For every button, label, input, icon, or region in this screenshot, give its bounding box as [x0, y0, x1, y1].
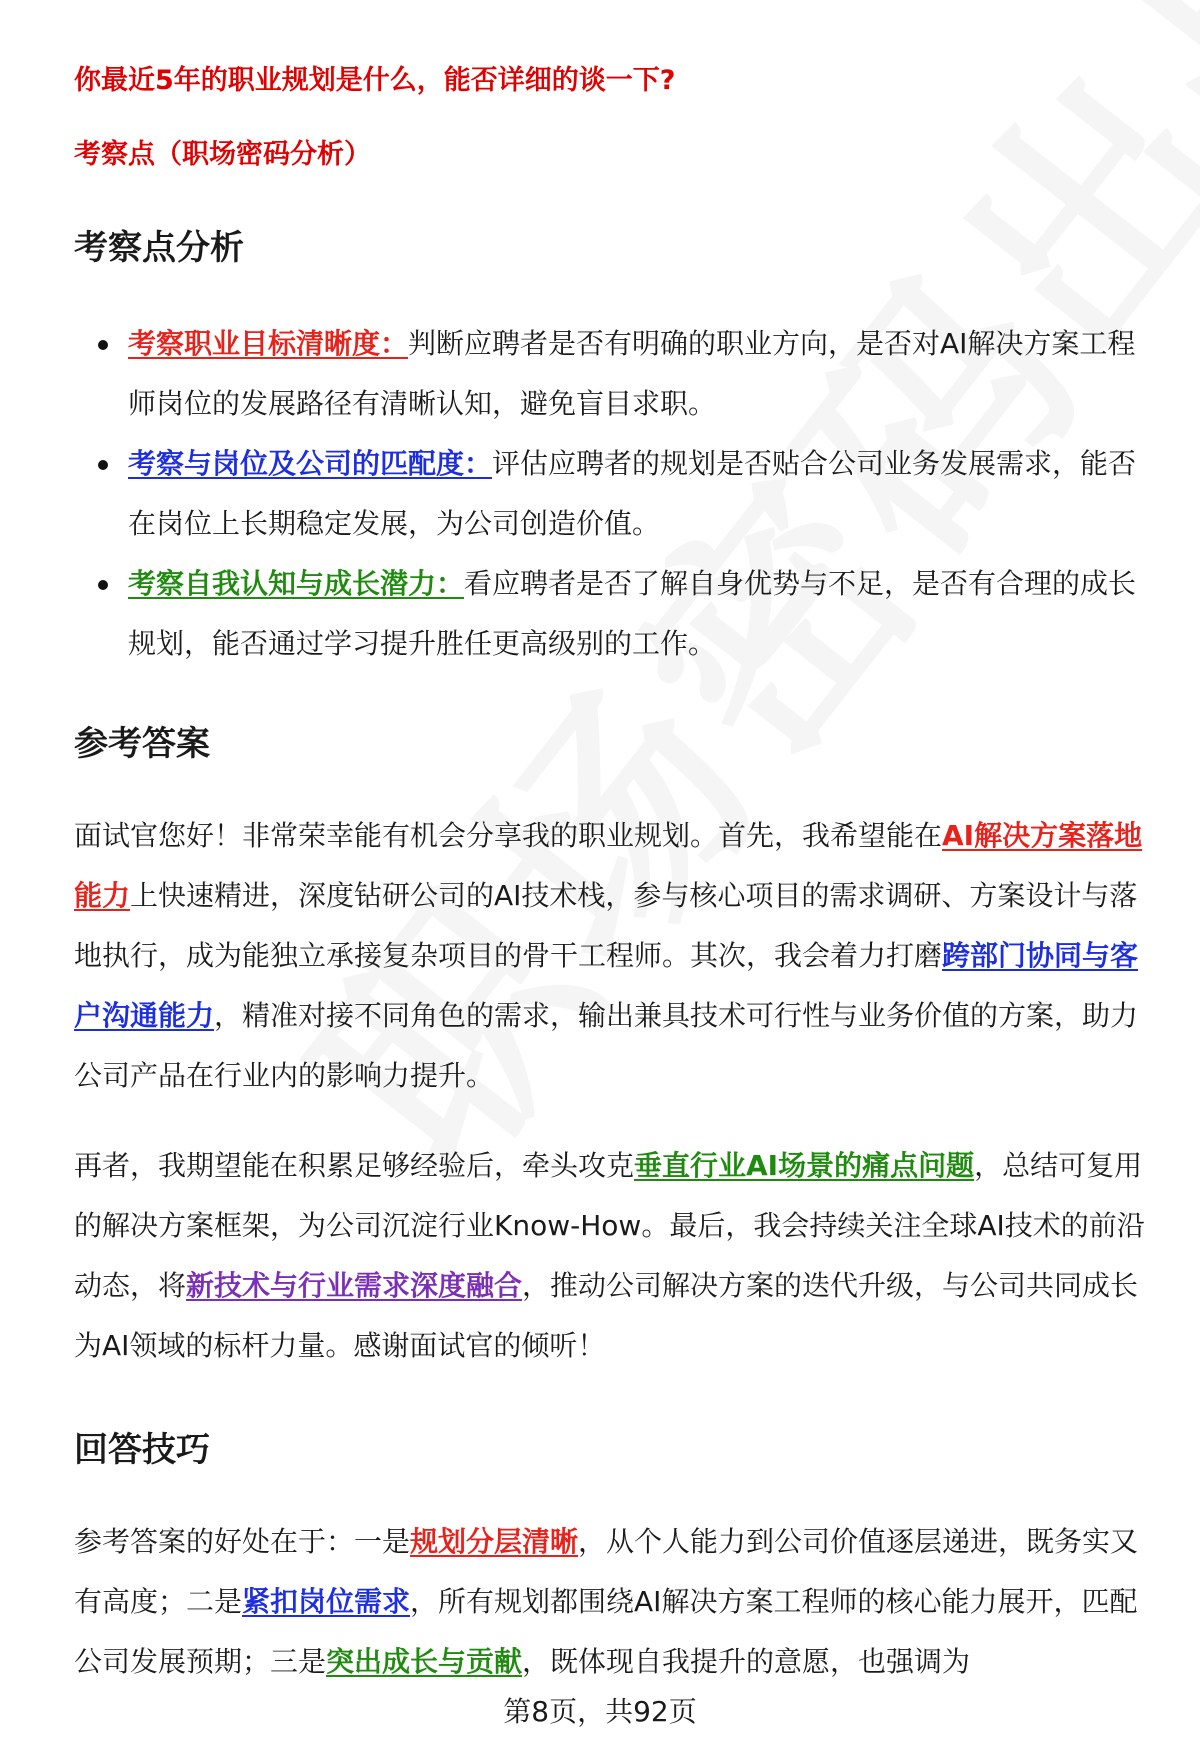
keyword-highlight: 新技术与行业需求深度融合 [186, 1269, 523, 1302]
keyword-highlight: 规划分层清晰 [410, 1525, 579, 1558]
text-run: ，从个人能力到公司价值逐层递进，既务实又有高度；二是 [74, 1525, 1139, 1618]
text-run: ，精准对接不同角色的需求，输出兼具技术可行性与业务价值的方案，助力公司产品在行业内的影响力提升。 [74, 999, 1139, 1092]
keyword-highlight: 垂直行业AI场景的痛点问题 [634, 1149, 975, 1182]
bullet-icon [98, 580, 108, 590]
page-number: 第8页，共92页 [503, 1695, 697, 1728]
analysis-item [74, 554, 1154, 674]
text-run: ，总结可复用的解决方案框架，为公司沉淀行业Know-How。最后，我会持续关注全球AI技术的前沿动态，将 [74, 1149, 1145, 1302]
analysis-item-text: 评估应聘者的规划是否贴合公司业务发展需求，能否在岗位上长期稳定发展，为公司创造价值。 [128, 447, 1137, 540]
analysis-item-label: 考察与岗位及公司的匹配度： [128, 447, 493, 480]
keyword-highlight: AI解决方案落地能力 [74, 819, 1143, 912]
analysis-list [74, 314, 1154, 674]
bullet-icon [98, 340, 108, 350]
analysis-item-text: 看应聘者是否了解自身优势与不足，是否有合理的成长规划，能否通过学习提升胜任更高级别的工作。 [128, 567, 1137, 660]
text-run: 参考答案的好处在于：一是 [74, 1525, 411, 1558]
keyword-highlight: 跨部门协同与客户沟通能力 [74, 939, 1139, 1032]
analysis-item-text: 判断应聘者是否有明确的职业方向，是否对AI解决方案工程师岗位的发展路径有清晰认知，避免盲目求职。 [128, 327, 1136, 420]
text-run: 面试官您好！非常荣幸能有机会分享我的职业规划。首先，我希望能在 [74, 819, 943, 852]
tips-paragraph [74, 1512, 1164, 1692]
question-subtitle: 考察点（职场密码分析） [74, 139, 371, 170]
text-run: ，所有规划都围绕AI解决方案工程师的核心能力展开，匹配公司发展预期；三是 [74, 1585, 1138, 1678]
analysis-item-label: 考察自我认知与成长潜力： [128, 567, 465, 600]
answer-heading: 参考答案 [74, 724, 210, 764]
answer-paragraph-2 [74, 1136, 1164, 1376]
text-run: ，既体现自我提升的意愿，也强调为 [522, 1645, 971, 1678]
analysis-item [74, 434, 1154, 554]
analysis-heading: 考察点分析 [74, 228, 244, 268]
tips-heading: 回答技巧 [74, 1430, 210, 1470]
text-run: 再者，我期望能在积累足够经验后，牵头攻克 [74, 1149, 635, 1182]
analysis-item [74, 314, 1154, 434]
answer-paragraph-1 [74, 806, 1164, 1106]
keyword-highlight: 紧扣岗位需求 [242, 1585, 411, 1618]
bullet-icon [98, 460, 108, 470]
text-run: 上快速精进，深度钻研公司的AI技术栈，参与核心项目的需求调研、方案设计与落地执行，成为能独立承接复杂项目的骨干工程师。其次，我会着力打磨 [74, 879, 1138, 972]
analysis-item-label: 考察职业目标清晰度： [128, 327, 409, 360]
text-run: ，推动公司解决方案的迭代升级，与公司共同成长为AI领域的标杆力量。感谢面试官的倾听！ [74, 1269, 1139, 1362]
keyword-highlight: 突出成长与贡献 [326, 1645, 523, 1678]
question-title: 你最近5年的职业规划是什么，能否详细的谈一下? [74, 65, 676, 96]
